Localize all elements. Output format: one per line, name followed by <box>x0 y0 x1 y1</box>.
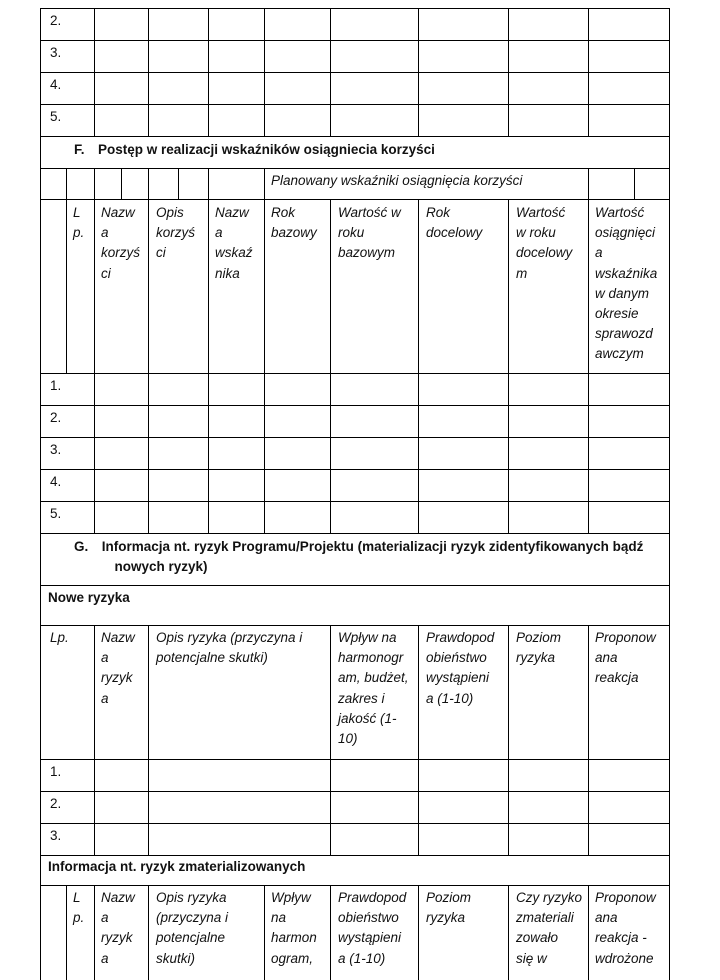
materialized-risks-title: Informacja nt. ryzyk zmaterializowanych <box>48 859 306 874</box>
row-number: 3. <box>50 828 62 843</box>
column-header-lp: L p. <box>73 205 85 241</box>
table-border <box>94 885 95 980</box>
column-header-impact: Wpływ na harmon ogram, <box>271 890 317 966</box>
column-header-risk-name: Nazw a ryzyk a <box>101 630 135 706</box>
column-header-risk-level: Poziom ryzyka <box>426 890 472 926</box>
table-border <box>94 168 95 199</box>
table-border <box>40 104 670 105</box>
column-header-target-year: Rok docelowy <box>426 205 483 241</box>
row-number: 2. <box>50 410 62 425</box>
column-header-base-year: Rok bazowy <box>271 205 317 241</box>
table-border <box>330 885 331 980</box>
column-header-period-value: Wartość osiągnięci a wskaźnika w danym okresie sprawozd awczym <box>595 205 658 362</box>
row-number: 4. <box>50 77 62 92</box>
table-border <box>418 625 419 855</box>
table-border <box>40 759 670 760</box>
column-header-impact: Wpływ na harmonogr am, budżet, zakres i jakość (1- 10) <box>338 630 409 747</box>
table-border <box>588 168 589 199</box>
table-border <box>40 40 670 41</box>
table-border <box>508 625 509 855</box>
table-border <box>66 168 67 373</box>
table-border <box>208 8 209 136</box>
column-header-benefit-description: Opis korzyś ci <box>156 205 196 261</box>
table-border <box>508 199 509 533</box>
row-number: 5. <box>50 109 62 124</box>
table-border <box>208 168 209 199</box>
column-header-target-value: Wartość w roku docelowy m <box>516 205 573 281</box>
table-border <box>40 585 670 586</box>
column-header-lp: Lp. <box>50 630 69 645</box>
column-header-benefit-name: Nazw a korzyś ci <box>101 205 141 281</box>
table-border <box>418 8 419 136</box>
table-border <box>40 8 670 9</box>
table-border <box>40 533 670 534</box>
table-border <box>148 8 149 136</box>
table-border <box>588 199 589 533</box>
table-border <box>40 791 670 792</box>
table-border <box>208 199 209 533</box>
column-header-base-value: Wartość w roku bazowym <box>338 205 401 261</box>
row-number: 1. <box>50 764 62 779</box>
table-border <box>178 168 179 199</box>
table-border <box>418 885 419 980</box>
table-border <box>40 72 670 73</box>
column-header-risk-description: Opis ryzyka (przyczyna i potencjalne skutki) <box>156 890 229 966</box>
row-number: 2. <box>50 796 62 811</box>
table-border <box>40 168 670 169</box>
table-border <box>121 168 122 199</box>
table-border <box>94 199 95 533</box>
table-border <box>40 823 670 824</box>
table-border <box>40 437 670 438</box>
table-border <box>94 8 95 136</box>
section-g-title: G. Informacja nt. ryzyk Programu/Projektu (materializacji ryzyk zidentyfikowanych bądź nowych ryzyk) <box>74 539 644 575</box>
table-border <box>669 8 670 980</box>
table-border <box>264 199 265 533</box>
table-border <box>148 168 149 199</box>
table-border <box>40 8 41 980</box>
row-number: 5. <box>50 506 62 521</box>
indicators-subheader: Planowany wskaźniki osiągnięcia korzyści <box>271 173 523 188</box>
column-header-proposed-reaction: Proponow ana reakcja <box>595 630 656 686</box>
table-border <box>264 168 265 199</box>
table-border <box>40 405 670 406</box>
table-border <box>40 885 670 886</box>
table-border <box>40 373 670 374</box>
table-border <box>40 501 670 502</box>
row-number: 3. <box>50 442 62 457</box>
table-border <box>418 199 419 533</box>
row-number: 2. <box>50 13 62 28</box>
table-border <box>40 199 670 200</box>
new-risks-title: Nowe ryzyka <box>48 590 130 605</box>
column-header-indicator-name: Nazw a wskaź nika <box>215 205 253 281</box>
table-border <box>508 8 509 136</box>
table-border <box>330 625 331 855</box>
table-border <box>40 469 670 470</box>
table-border <box>264 885 265 980</box>
column-header-probability: Prawdopod obieństwo wystąpieni a (1-10) <box>426 630 495 706</box>
table-border <box>634 168 635 199</box>
table-border <box>40 136 670 137</box>
table-border <box>264 8 265 136</box>
table-border <box>40 625 670 626</box>
table-border <box>148 885 149 980</box>
table-border <box>588 885 589 980</box>
table-border <box>66 885 67 980</box>
column-header-materialized: Czy ryzyko zmateriali zowało się w <box>516 890 583 966</box>
column-header-implemented-reaction: Proponow ana reakcja - wdrożone <box>595 890 656 966</box>
table-border <box>94 625 95 855</box>
table-border <box>588 625 589 855</box>
table-border <box>330 8 331 136</box>
column-header-risk-name: Nazw a ryzyk a <box>101 890 135 966</box>
table-border <box>148 199 149 533</box>
column-header-probability: Prawdopod obieństwo wystąpieni a (1-10) <box>338 890 407 966</box>
table-border <box>330 199 331 533</box>
table-border <box>508 885 509 980</box>
table-border <box>588 8 589 136</box>
column-header-lp: L p. <box>73 890 85 926</box>
column-header-risk-description: Opis ryzyka (przyczyna i potencjalne skutki) <box>156 630 303 666</box>
column-header-risk-level: Poziom ryzyka <box>516 630 562 666</box>
row-number: 1. <box>50 378 62 393</box>
row-number: 4. <box>50 474 62 489</box>
section-f-title: F. Postęp w realizacji wskaźników osiągniecia korzyści <box>74 142 435 157</box>
row-number: 3. <box>50 45 62 60</box>
table-border <box>148 625 149 855</box>
